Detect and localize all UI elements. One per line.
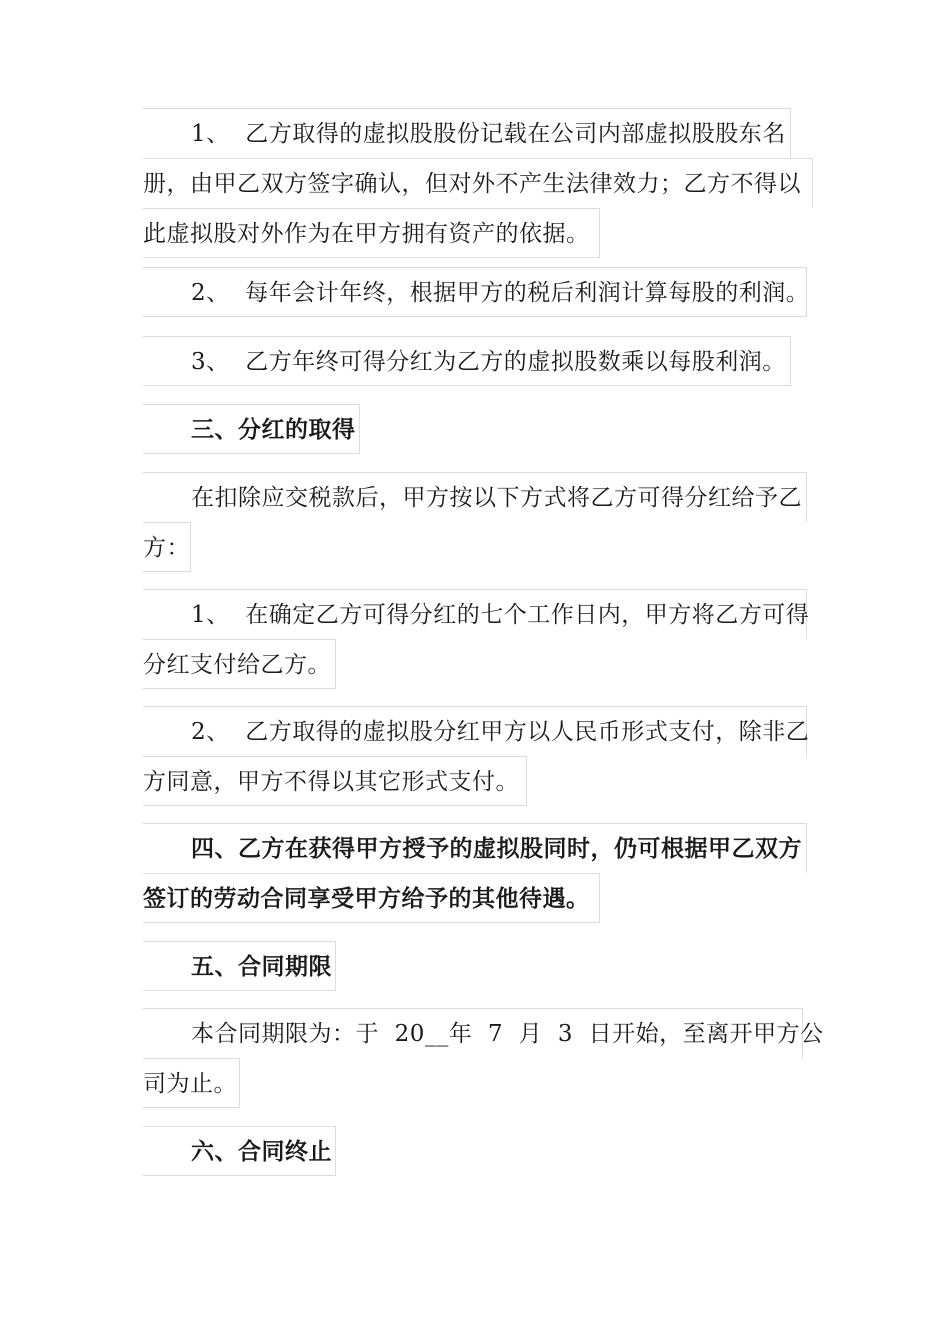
text-line: 册，由甲乙双方签字确认，但对外不产生法律效力；乙方不得以	[143, 158, 813, 208]
dividend-clause-2-paragraph	[143, 706, 810, 806]
clause-3-paragraph	[143, 336, 791, 386]
section-heading-5	[143, 941, 336, 991]
contract-term-paragraph	[143, 1008, 824, 1108]
text-line: 在扣除应交税款后，甲方按以下方式将乙方可得分红给予乙	[143, 472, 807, 522]
section-heading-4	[143, 823, 807, 923]
text-line: 分红支付给乙方。	[143, 639, 336, 689]
text-line: 六、合同终止	[143, 1126, 336, 1176]
clause-2-paragraph	[143, 267, 810, 317]
text-line: 签订的劳动合同享受甲方给予的其他待遇。	[143, 873, 600, 923]
text-line: 四、乙方在获得甲方授予的虚拟股同时，仍可根据甲乙双方	[143, 823, 807, 873]
text-line: 三、分红的取得	[143, 404, 360, 454]
text-line: 方：	[143, 522, 191, 572]
text-line: 1、 乙方取得的虚拟股股份记载在公司内部虚拟股股东名	[143, 108, 791, 158]
text-line: 本合同期限为：于 20__年 7 月 3 日开始，至离开甲方公	[143, 1008, 803, 1058]
section-heading-6	[143, 1126, 336, 1176]
clause-1-paragraph	[143, 108, 813, 258]
text-line: 五、合同期限	[143, 941, 336, 991]
text-line: 1、 在确定乙方可得分红的七个工作日内，甲方将乙方可得	[143, 589, 807, 639]
text-line: 2、 乙方取得的虚拟股分红甲方以人民币形式支付，除非乙	[143, 706, 807, 756]
dividend-intro-paragraph	[143, 472, 807, 572]
dividend-clause-1-paragraph	[143, 589, 810, 689]
text-line: 方同意，甲方不得以其它形式支付。	[143, 756, 527, 806]
text-line: 3、 乙方年终可得分红为乙方的虚拟股数乘以每股利润。	[143, 336, 791, 386]
text-line: 此虚拟股对外作为在甲方拥有资产的依据。	[143, 208, 600, 258]
text-line: 司为止。	[143, 1058, 240, 1108]
section-heading-3	[143, 404, 360, 454]
text-line: 2、 每年会计年终，根据甲方的税后利润计算每股的利润。	[143, 267, 807, 317]
